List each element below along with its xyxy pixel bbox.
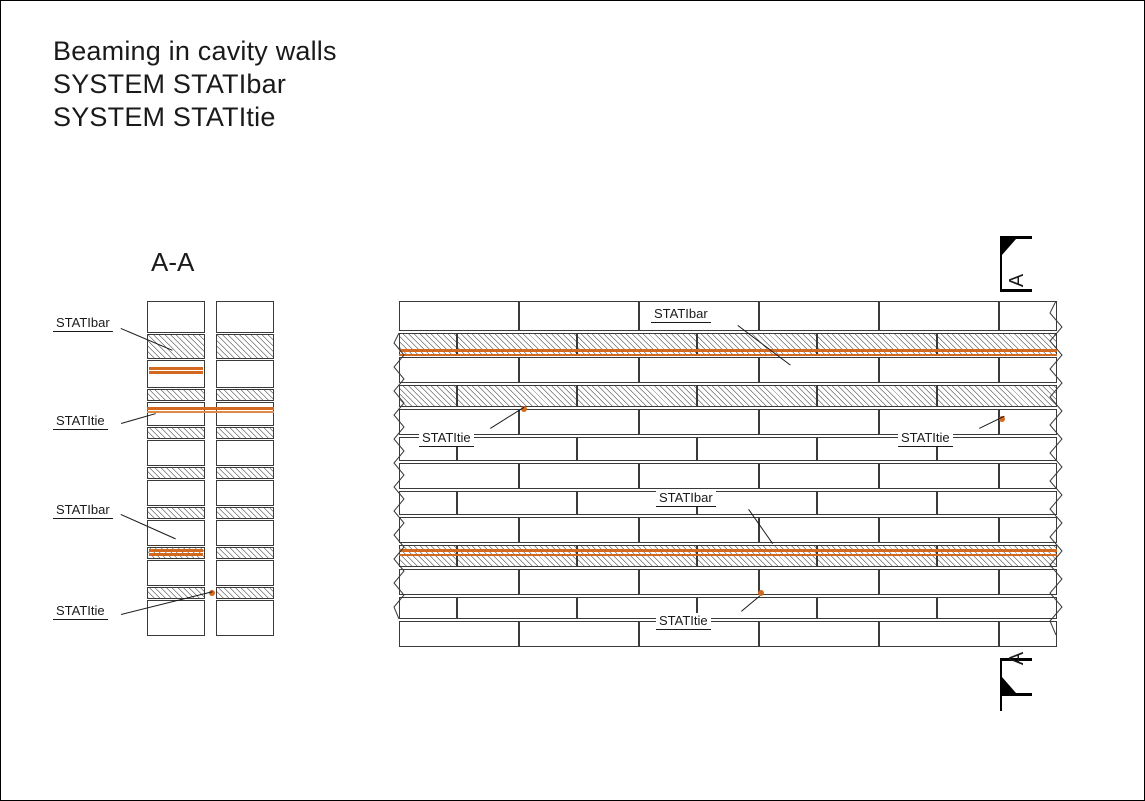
callout-statibar: STATIbar [53,502,113,519]
section-brick [216,334,274,359]
section-brick [216,467,274,479]
elevation-brick [457,491,577,515]
elevation-brick [879,517,999,543]
elevation-brick [519,301,639,331]
elevation-brick [519,463,639,489]
section-brick [147,587,205,599]
elevation-brick [639,463,759,489]
section-tick [1000,289,1032,292]
callout-statibar: STATIbar [53,315,113,332]
elevation-brick [519,569,639,595]
section-brick [216,520,274,546]
section-arrowhead [1002,239,1016,255]
elevation-brick [759,463,879,489]
section-brick [216,480,274,506]
elevation-brick [639,517,759,543]
elevation-brick [759,569,879,595]
section-letter: A [1006,651,1029,666]
elevation-brick [639,569,759,595]
elevation-brick [519,357,639,383]
elevation-brick [937,597,1057,619]
section-brick [216,402,274,426]
title-line-1: Beaming in cavity walls [53,36,337,66]
callout-statibar: STATIbar [651,306,711,323]
elevation-brick [519,409,639,435]
section-brick [147,440,205,466]
elevation-brick [937,491,1057,515]
section-brick [147,520,205,546]
title-line-3: SYSTEM STATItie [53,101,276,132]
statibar-rod [149,553,203,556]
section-brick [216,587,274,599]
section-brick [147,360,205,388]
section-letter: A [1006,273,1029,288]
section-brick [147,560,205,586]
callout-statibar: STATIbar [656,490,716,507]
elevation-brick [697,385,817,407]
section-tick [1000,239,1002,289]
section-arrowhead [1002,677,1016,693]
section-brick [147,507,205,519]
section-tick [1000,693,1032,696]
elevation-brick [399,385,457,407]
statibar-elevation-lower [399,549,1057,556]
statibar-elevation-upper [399,349,1057,356]
elevation-brick [399,463,519,489]
elevation-brick [937,437,1057,461]
section-brick [147,389,205,401]
elevation-brick [937,385,1057,407]
section-brick [216,301,274,333]
elevation-brick [879,301,999,331]
section-brick [216,440,274,466]
elevation-brick [577,437,697,461]
elevation-brick [399,491,457,515]
elevation-brick [457,437,577,461]
elevation-brick [457,385,577,407]
elevation-brick [399,569,519,595]
elevation-brick [879,621,999,647]
break-line-left [393,333,405,623]
elevation-brick [759,517,879,543]
elevation-brick [759,301,879,331]
elevation-brick [519,621,639,647]
elevation-brick [577,385,697,407]
section-brick [147,467,205,479]
statibar-rod [149,367,203,370]
elevation-brick [817,385,937,407]
callout-statitie: STATItie [898,430,953,447]
section-brick [216,507,274,519]
section-brick [147,427,205,439]
callout-statitie: STATItie [53,603,108,620]
elevation-brick [457,597,577,619]
title-block [53,35,337,134]
break-line-right [1049,301,1063,649]
elevation-brick [639,409,759,435]
section-brick [216,547,274,559]
section-brick [147,301,205,333]
title-line-2: SYSTEM STATIbar [53,68,287,99]
section-brick [216,560,274,586]
elevation-brick [399,517,519,543]
elevation-brick [817,597,937,619]
statibar-rod [149,549,203,552]
elevation-brick [639,357,759,383]
elevation-brick [759,621,879,647]
statitie-rod [147,407,274,410]
elevation-brick [399,597,457,619]
section-brick [147,480,205,506]
callout-statitie: STATItie [419,430,474,447]
elevation-brick [697,597,817,619]
elevation-brick [879,357,999,383]
elevation-brick [759,357,879,383]
elevation-brick [399,621,519,647]
callout-statitie: STATItie [656,613,711,630]
elevation-brick [817,491,937,515]
statitie-rod [147,411,274,413]
section-brick [216,389,274,401]
statibar-rod [149,371,203,374]
elevation-brick [879,569,999,595]
section-label-aa: A-A [151,247,195,277]
section-brick [216,600,274,636]
elevation-brick [519,517,639,543]
elevation-brick [879,463,999,489]
elevation-brick [399,357,519,383]
elevation-brick [759,409,879,435]
elevation-brick [399,301,519,331]
callout-statitie: STATItie [53,413,108,430]
section-brick [147,334,205,359]
section-brick [216,427,274,439]
section-brick [216,360,274,388]
elevation-brick [697,437,817,461]
